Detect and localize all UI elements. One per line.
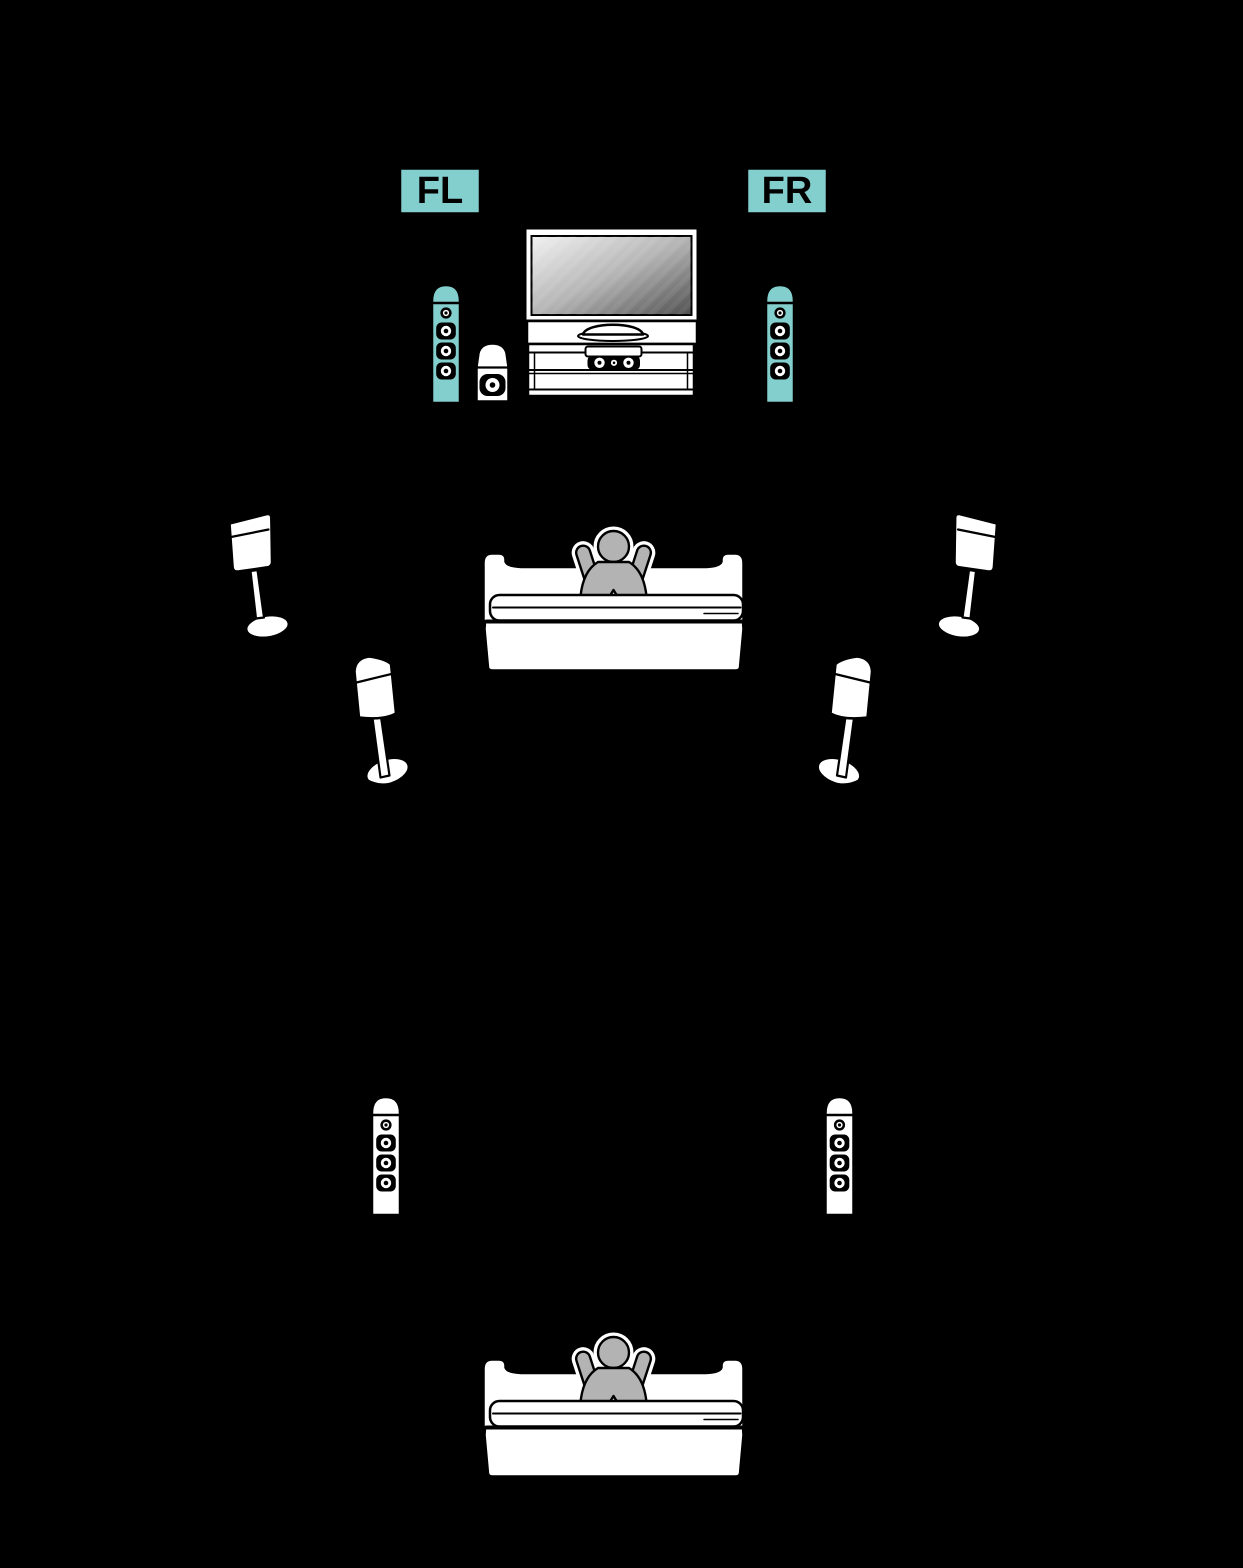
front-left-tower-speaker [432, 285, 460, 403]
center-speaker [586, 347, 642, 371]
front-right-label [747, 169, 827, 214]
front-right-tower-speaker [766, 285, 794, 403]
surround-back-left-speaker [355, 657, 413, 791]
lower-left-tower-speaker [372, 1097, 400, 1215]
surround-back-right-speaker [814, 657, 872, 791]
surround-right-speaker [936, 514, 997, 641]
front-left-label [400, 169, 480, 214]
lower-right-tower-speaker [826, 1097, 854, 1215]
tv-screen-sheen [532, 236, 692, 315]
main-sofa-with-listener [484, 531, 744, 671]
lower-view [372, 1097, 854, 1477]
front-stage [400, 169, 827, 404]
front-right-label-text: FR [761, 170, 813, 212]
subwoofer [477, 344, 509, 402]
tv-with-stand [525, 228, 698, 400]
listening-area [230, 514, 998, 790]
rear-sofa-with-listener [484, 1337, 744, 1477]
subwoofer-driver-icon [480, 374, 506, 396]
surround-left-speaker [230, 514, 291, 641]
front-left-label-text: FL [416, 170, 464, 212]
